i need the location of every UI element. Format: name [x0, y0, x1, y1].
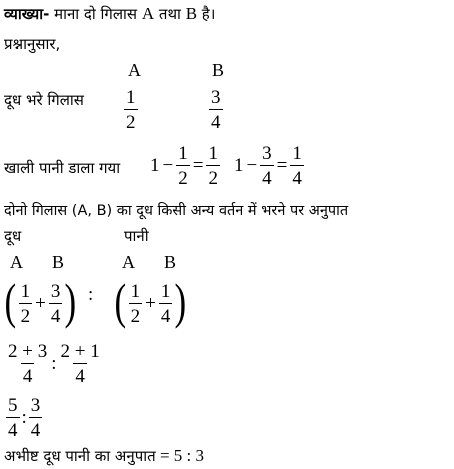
milk-b-label: B	[52, 252, 65, 272]
empty-water-expression: 1 − $\frac{1}{2}$ = $\frac{1}{2}$ 1 − $\frac{3}{4}$ = $\frac{1}{4}$	[150, 143, 302, 189]
answer-value: 5 : 3	[173, 446, 205, 465]
prashnanusar-text: प्रश्नानुसार,	[4, 35, 61, 53]
answer-text: अभीष्ट दूध पानी का अनुपात	[4, 447, 156, 465]
milk-glass-row-label: दूध भरे गिलास	[4, 91, 84, 109]
water-a-label: A	[122, 252, 135, 272]
answer-line	[4, 446, 204, 466]
glass-b-fraction: $\frac{3}{4}$	[211, 87, 221, 133]
water-b-label: B	[164, 252, 177, 272]
glass-a-label: A	[141, 4, 155, 23]
ratio-statement: दोनो गिलास (A, B) का दूध किसी अन्य वर्तन में भरने पर अनुपात	[4, 203, 349, 219]
milk-a-label: A	[10, 252, 23, 272]
heading-line	[4, 4, 215, 24]
step-three-expression: $\frac{5}{4}$ : $\frac{3}{4}$	[8, 395, 41, 441]
sum-ratio-colon: :	[88, 284, 94, 305]
empty-water-label: खाली पानी डाला गया	[4, 159, 121, 177]
intro-post: है।	[197, 5, 216, 23]
glass-a-fraction: $\frac{1}{2}$	[126, 87, 136, 133]
step-two-expression: $\frac{2 + 3}{4}$ : $\frac{2 + 1}{4}$	[8, 341, 100, 387]
solution-label: व्याख्या-	[4, 5, 50, 23]
answer-equals: =	[155, 446, 174, 465]
water-header: पानी	[124, 227, 149, 245]
column-a-header: A	[128, 60, 141, 80]
column-b-header: B	[212, 60, 225, 80]
milk-sum-expression: ( $\frac{1}{2}$ + $\frac{3}{4}$ )	[4, 273, 77, 329]
milk-header: दूध	[4, 227, 22, 245]
water-sum-expression: ( $\frac{1}{2}$ + $\frac{1}{4}$ )	[114, 273, 187, 329]
intro-mid: तथा	[154, 5, 186, 23]
intro-pre: माना दो गिलास	[54, 5, 142, 23]
glass-b-label: B	[185, 4, 198, 23]
